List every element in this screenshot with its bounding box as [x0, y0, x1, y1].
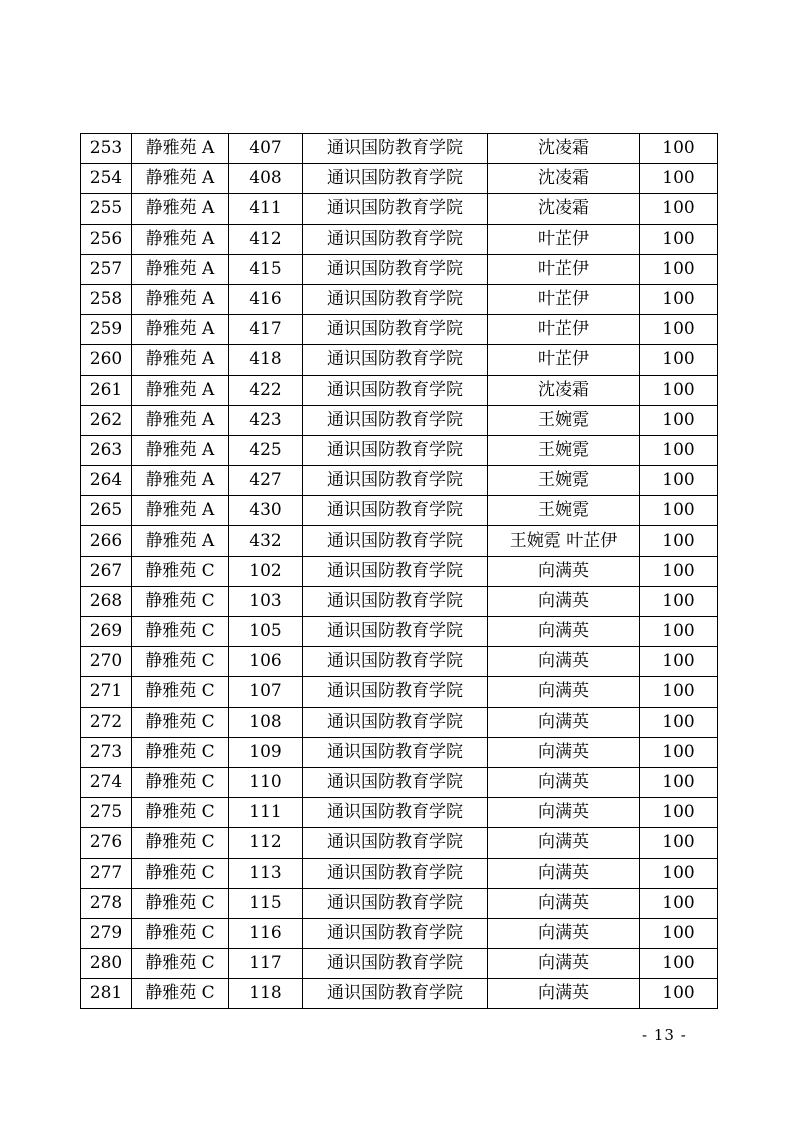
cell-score: 100 [640, 315, 718, 345]
cell-score: 100 [640, 979, 718, 1009]
cell-score: 100 [640, 375, 718, 405]
cell-room: 430 [229, 496, 303, 526]
cell-room: 432 [229, 526, 303, 556]
cell-number: 264 [81, 466, 132, 496]
table-row [81, 224, 718, 254]
table-row [81, 888, 718, 918]
table-row [81, 194, 718, 224]
cell-room: 117 [229, 949, 303, 979]
cell-teacher: 向满英 [488, 918, 640, 948]
cell-number: 258 [81, 284, 132, 314]
cell-score: 100 [640, 435, 718, 465]
cell-number: 266 [81, 526, 132, 556]
cell-score: 100 [640, 466, 718, 496]
cell-room: 412 [229, 224, 303, 254]
cell-school: 通识国防教育学院 [303, 254, 488, 284]
table-row [81, 556, 718, 586]
cell-number: 276 [81, 828, 132, 858]
cell-teacher: 向满英 [488, 979, 640, 1009]
table-row [81, 375, 718, 405]
cell-teacher: 向满英 [488, 828, 640, 858]
cell-number: 270 [81, 647, 132, 677]
cell-room: 425 [229, 435, 303, 465]
cell-number: 271 [81, 677, 132, 707]
table-row [81, 949, 718, 979]
cell-school: 通识国防教育学院 [303, 345, 488, 375]
cell-room: 113 [229, 858, 303, 888]
cell-school: 通识国防教育学院 [303, 586, 488, 616]
cell-school: 通识国防教育学院 [303, 617, 488, 647]
table-row [81, 798, 718, 828]
cell-score: 100 [640, 194, 718, 224]
cell-teacher: 向满英 [488, 586, 640, 616]
cell-teacher: 向满英 [488, 949, 640, 979]
cell-building: 静雅苑 C [132, 677, 229, 707]
cell-building: 静雅苑 A [132, 345, 229, 375]
cell-number: 259 [81, 315, 132, 345]
cell-teacher: 王婉霓 [488, 466, 640, 496]
cell-number: 268 [81, 586, 132, 616]
cell-number: 254 [81, 164, 132, 194]
cell-school: 通识国防教育学院 [303, 435, 488, 465]
cell-school: 通识国防教育学院 [303, 194, 488, 224]
table-row [81, 526, 718, 556]
cell-building: 静雅苑 A [132, 435, 229, 465]
cell-number: 279 [81, 918, 132, 948]
cell-teacher: 叶芷伊 [488, 315, 640, 345]
table-row [81, 164, 718, 194]
cell-teacher: 沈凌霜 [488, 194, 640, 224]
cell-teacher: 叶芷伊 [488, 284, 640, 314]
cell-score: 100 [640, 707, 718, 737]
cell-building: 静雅苑 C [132, 918, 229, 948]
cell-teacher: 叶芷伊 [488, 224, 640, 254]
cell-number: 278 [81, 888, 132, 918]
cell-score: 100 [640, 617, 718, 647]
cell-number: 262 [81, 405, 132, 435]
cell-score: 100 [640, 224, 718, 254]
cell-teacher: 向满英 [488, 556, 640, 586]
cell-school: 通识国防教育学院 [303, 858, 488, 888]
cell-school: 通识国防教育学院 [303, 405, 488, 435]
cell-teacher: 向满英 [488, 647, 640, 677]
cell-teacher: 沈凌霜 [488, 134, 640, 164]
cell-number: 273 [81, 737, 132, 767]
cell-room: 105 [229, 617, 303, 647]
cell-teacher: 沈凌霜 [488, 164, 640, 194]
cell-building: 静雅苑 C [132, 858, 229, 888]
cell-number: 269 [81, 617, 132, 647]
dormitory-score-table [80, 133, 718, 1009]
cell-room: 427 [229, 466, 303, 496]
table-row [81, 858, 718, 888]
cell-building: 静雅苑 C [132, 949, 229, 979]
table-row [81, 284, 718, 314]
cell-score: 100 [640, 918, 718, 948]
cell-school: 通识国防教育学院 [303, 556, 488, 586]
cell-building: 静雅苑 A [132, 164, 229, 194]
cell-room: 102 [229, 556, 303, 586]
cell-building: 静雅苑 A [132, 315, 229, 345]
cell-teacher: 王婉霓 [488, 405, 640, 435]
cell-score: 100 [640, 767, 718, 797]
cell-room: 103 [229, 586, 303, 616]
table-row [81, 134, 718, 164]
cell-building: 静雅苑 A [132, 375, 229, 405]
cell-score: 100 [640, 134, 718, 164]
cell-building: 静雅苑 C [132, 586, 229, 616]
cell-building: 静雅苑 C [132, 556, 229, 586]
cell-teacher: 叶芷伊 [488, 254, 640, 284]
table-row [81, 617, 718, 647]
cell-building: 静雅苑 C [132, 647, 229, 677]
cell-score: 100 [640, 798, 718, 828]
cell-school: 通识国防教育学院 [303, 677, 488, 707]
cell-building: 静雅苑 A [132, 284, 229, 314]
cell-room: 115 [229, 888, 303, 918]
cell-building: 静雅苑 C [132, 707, 229, 737]
cell-school: 通识国防教育学院 [303, 134, 488, 164]
cell-room: 423 [229, 405, 303, 435]
table-row [81, 586, 718, 616]
table-row [81, 737, 718, 767]
cell-room: 418 [229, 345, 303, 375]
cell-number: 281 [81, 979, 132, 1009]
cell-score: 100 [640, 526, 718, 556]
cell-teacher: 向满英 [488, 888, 640, 918]
cell-number: 272 [81, 707, 132, 737]
cell-school: 通识国防教育学院 [303, 707, 488, 737]
cell-school: 通识国防教育学院 [303, 466, 488, 496]
cell-room: 109 [229, 737, 303, 767]
table-row [81, 979, 718, 1009]
cell-number: 275 [81, 798, 132, 828]
cell-room: 408 [229, 164, 303, 194]
cell-building: 静雅苑 A [132, 405, 229, 435]
cell-score: 100 [640, 888, 718, 918]
cell-school: 通识国防教育学院 [303, 949, 488, 979]
cell-number: 280 [81, 949, 132, 979]
cell-school: 通识国防教育学院 [303, 918, 488, 948]
cell-teacher: 王婉霓 [488, 435, 640, 465]
cell-school: 通识国防教育学院 [303, 375, 488, 405]
table-row [81, 254, 718, 284]
cell-room: 416 [229, 284, 303, 314]
cell-number: 274 [81, 767, 132, 797]
cell-number: 261 [81, 375, 132, 405]
cell-score: 100 [640, 556, 718, 586]
cell-building: 静雅苑 C [132, 888, 229, 918]
cell-number: 267 [81, 556, 132, 586]
cell-teacher: 向满英 [488, 707, 640, 737]
cell-building: 静雅苑 C [132, 617, 229, 647]
cell-school: 通识国防教育学院 [303, 224, 488, 254]
cell-school: 通识国防教育学院 [303, 737, 488, 767]
cell-school: 通识国防教育学院 [303, 496, 488, 526]
table-row [81, 466, 718, 496]
cell-number: 255 [81, 194, 132, 224]
cell-building: 静雅苑 C [132, 737, 229, 767]
cell-teacher: 向满英 [488, 737, 640, 767]
cell-teacher: 沈凌霜 [488, 375, 640, 405]
cell-score: 100 [640, 737, 718, 767]
table-row [81, 918, 718, 948]
cell-teacher: 王婉霓 [488, 496, 640, 526]
cell-number: 256 [81, 224, 132, 254]
table-row [81, 435, 718, 465]
cell-number: 257 [81, 254, 132, 284]
cell-number: 260 [81, 345, 132, 375]
cell-school: 通识国防教育学院 [303, 798, 488, 828]
cell-school: 通识国防教育学院 [303, 526, 488, 556]
cell-number: 263 [81, 435, 132, 465]
cell-room: 422 [229, 375, 303, 405]
cell-room: 107 [229, 677, 303, 707]
table-body [81, 134, 718, 1009]
cell-building: 静雅苑 A [132, 224, 229, 254]
cell-score: 100 [640, 496, 718, 526]
table-row [81, 405, 718, 435]
cell-building: 静雅苑 C [132, 979, 229, 1009]
cell-room: 411 [229, 194, 303, 224]
cell-room: 118 [229, 979, 303, 1009]
cell-building: 静雅苑 A [132, 526, 229, 556]
cell-building: 静雅苑 A [132, 496, 229, 526]
page-number: - 13 - [642, 1026, 687, 1044]
cell-number: 265 [81, 496, 132, 526]
cell-building: 静雅苑 A [132, 254, 229, 284]
table-row [81, 767, 718, 797]
cell-room: 111 [229, 798, 303, 828]
cell-school: 通识国防教育学院 [303, 164, 488, 194]
cell-room: 116 [229, 918, 303, 948]
cell-teacher: 向满英 [488, 858, 640, 888]
cell-room: 407 [229, 134, 303, 164]
cell-score: 100 [640, 586, 718, 616]
cell-score: 100 [640, 647, 718, 677]
cell-score: 100 [640, 345, 718, 375]
cell-room: 110 [229, 767, 303, 797]
table-row [81, 677, 718, 707]
cell-room: 108 [229, 707, 303, 737]
cell-teacher: 向满英 [488, 767, 640, 797]
cell-teacher: 叶芷伊 [488, 345, 640, 375]
cell-school: 通识国防教育学院 [303, 888, 488, 918]
cell-score: 100 [640, 284, 718, 314]
table-row [81, 828, 718, 858]
cell-room: 415 [229, 254, 303, 284]
cell-building: 静雅苑 A [132, 134, 229, 164]
cell-building: 静雅苑 A [132, 194, 229, 224]
cell-school: 通识国防教育学院 [303, 315, 488, 345]
table-row [81, 496, 718, 526]
cell-number: 277 [81, 858, 132, 888]
cell-teacher: 向满英 [488, 617, 640, 647]
cell-teacher: 向满英 [488, 677, 640, 707]
table-row [81, 345, 718, 375]
table-row [81, 315, 718, 345]
cell-score: 100 [640, 405, 718, 435]
cell-score: 100 [640, 677, 718, 707]
cell-score: 100 [640, 164, 718, 194]
cell-school: 通识国防教育学院 [303, 828, 488, 858]
cell-school: 通识国防教育学院 [303, 979, 488, 1009]
cell-building: 静雅苑 C [132, 767, 229, 797]
cell-building: 静雅苑 C [132, 828, 229, 858]
cell-number: 253 [81, 134, 132, 164]
cell-building: 静雅苑 A [132, 466, 229, 496]
cell-building: 静雅苑 C [132, 798, 229, 828]
cell-score: 100 [640, 828, 718, 858]
cell-score: 100 [640, 858, 718, 888]
cell-teacher: 王婉霓 叶芷伊 [488, 526, 640, 556]
cell-school: 通识国防教育学院 [303, 284, 488, 314]
cell-score: 100 [640, 254, 718, 284]
cell-room: 106 [229, 647, 303, 677]
cell-school: 通识国防教育学院 [303, 647, 488, 677]
table-row [81, 707, 718, 737]
cell-room: 112 [229, 828, 303, 858]
cell-school: 通识国防教育学院 [303, 767, 488, 797]
cell-teacher: 向满英 [488, 798, 640, 828]
cell-room: 417 [229, 315, 303, 345]
table-row [81, 647, 718, 677]
cell-score: 100 [640, 949, 718, 979]
